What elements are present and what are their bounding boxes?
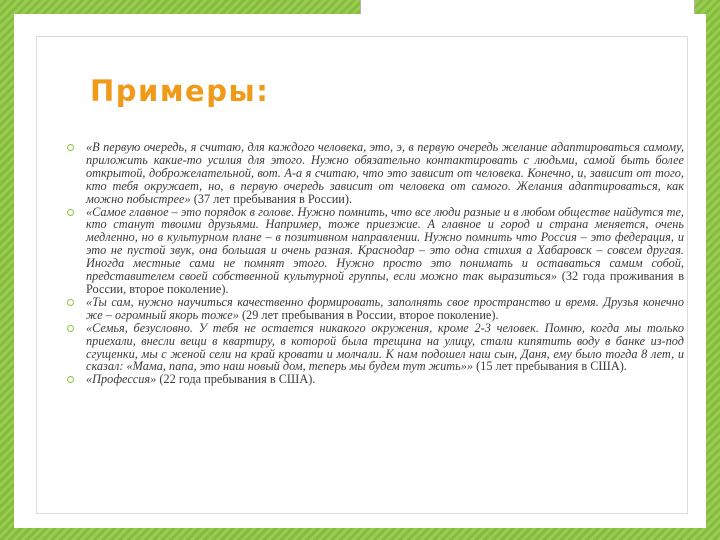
bullet-list bbox=[64, 141, 684, 386]
list-item bbox=[64, 296, 684, 322]
item-note: (29 лет пребывания в России, второе поколение). bbox=[238, 307, 499, 322]
item-quote: «Самое главное – это порядок в голове. Нужно помнить, что все люди разные и в любом обществе найдутся те, кто станут твоими друзьями. Например, тоже приезжие. А главное и город и страна меняется, очень медленно, но в культурном плане – в позитивном направлении. Нужно помнить что Россия – это федерация, и это не пустой звук, она большая и очень разная. Краснодар – это одна стихия а Хабаровск – совсем другая. Иногда местные сами не помнят этого. Нужно просто это понимать и оставаться самим собой, представителем своей собственной культурной группы, если можно так выразиться» bbox=[86, 204, 684, 284]
ring-bullet-icon bbox=[67, 376, 74, 383]
ring-bullet-icon bbox=[67, 144, 74, 151]
list-item bbox=[64, 206, 684, 296]
item-quote: «В первую очередь, я считаю, для каждого человека, это, э, в первую очередь желание адаптироваться самому, приложить какие-то усилия для этого. Нужно обязательно контактировать с людьми, самой быть более открытой, доброжелательной, вот. А-а я считаю, что это зависит от человека. Конечно, и, зависит от того, кто тебя окружает, но, в первую очередь зависит от человека от самого. Желания адаптироваться, как можно побыстрее» bbox=[86, 140, 684, 206]
ring-bullet-icon bbox=[67, 299, 74, 306]
item-note: (15 лет пребывания в США). bbox=[473, 359, 627, 374]
item-note: (22 года пребывания в США). bbox=[156, 372, 316, 387]
item-note: (37 лет пребывания в России). bbox=[190, 191, 353, 206]
item-quote: «Семья, безусловно. У тебя не остается никакого окружения, кроме 2-3 человек. Помню, когда мы только приехали, внесли вещи в квартиру, в которой была трещина на улицу, стали кипятить воду в банке из-под сгущенки, мы с женой сели на край кровати и молчали. К нам подошел наш сын, Даня, ему было тогда 8 лет, и сказал: «Мама, папа, это наш новый дом, теперь мы будем тут жить»» bbox=[86, 320, 684, 374]
item-quote: «Ты сам, нужно научиться качественно формировать, заполнять свое пространство и время. Друзья конечно же – огромный якорь тоже» bbox=[86, 294, 684, 322]
list-item bbox=[64, 141, 684, 206]
ring-bullet-icon bbox=[67, 325, 74, 332]
list-item bbox=[64, 322, 684, 374]
ring-bullet-icon bbox=[67, 209, 74, 216]
item-quote: «Профессия» bbox=[86, 372, 157, 387]
slide-title: Примеры: bbox=[90, 74, 270, 108]
item-note: (32 года проживания в России, второе поколение). bbox=[86, 269, 684, 296]
top-tab-decoration bbox=[360, 0, 695, 15]
list-item bbox=[64, 373, 684, 386]
slide bbox=[14, 14, 706, 528]
